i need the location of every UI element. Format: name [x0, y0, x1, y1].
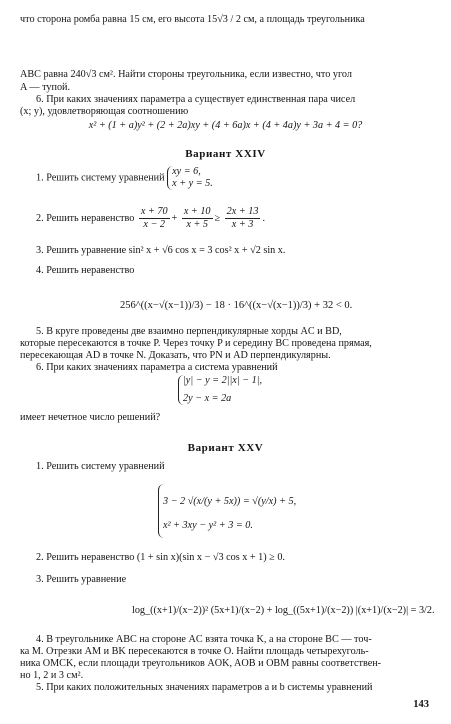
fraction-numerator: x + 10 [183, 206, 211, 217]
intro-line-1: что сторона ромба равна 15 см, его высота 15√3 / 2 см, а площадь треугольника [20, 14, 365, 25]
v25-problem-4-line-3: ника OMCK, если площади треугольников AOK, AOB и OBM равны соответствен- [20, 658, 382, 669]
v24-system-eq-2: x + y = 5. [172, 178, 213, 189]
v25-problem-3-equation: log_((x+1)/(x−2))² (5x+1)/(x−2) + log_((5x+1)/(x−2)) |(x+1)/(x−2)| = 3/2. [132, 605, 435, 616]
v24-problem-6-system [178, 375, 262, 405]
v24-system-eq-1: xy = 6, [172, 166, 201, 177]
v24-system-eq-2: 2y − x = 2a [183, 393, 232, 404]
fraction-denominator: x + 3 [231, 219, 254, 230]
geq-sign: ≥ [214, 212, 221, 224]
v25-problem-4-line-1: 4. В треугольнике ABC на стороне AC взята точка K, а на стороне BC — точ- [36, 634, 372, 645]
fraction-denominator: x − 2 [143, 219, 165, 230]
fraction-numerator: 2x + 13 [226, 206, 259, 217]
v25-system-eq-1: 3 − 2 √(x/(y + 5x)) = √(y/x) + 5, [163, 496, 297, 507]
v24-problem-2 [36, 206, 265, 231]
intro-line-2: ABC равна 240√3 см². Найти стороны треугольника, если известно, что угол [20, 69, 352, 80]
v25-problem-3-text: 3. Решить уравнение [36, 574, 127, 585]
intro-line-3: A — тупой. [20, 82, 71, 93]
v25-problem-1-text: 1. Решить систему уравнений [36, 461, 165, 472]
v24-problem-6-line-2: имеет нечетное число решений? [20, 412, 161, 423]
page-number: 143 [413, 699, 429, 710]
v25-problem-2: 2. Решить неравенство (1 + sin x)(sin x − √3 cos x + 1) ≥ 0. [36, 552, 285, 563]
v25-system-eq-2: x² + 3xy − y² + 3 = 0. [163, 520, 253, 531]
v25-problem-4-line-4: но 1, 2 и 3 см². [20, 670, 84, 681]
v24-problem-5-line-2: которые пересекаются в точке P. Через точку P и середину BC проведена прямая, [20, 338, 372, 349]
problem-6-line-2: (x; y), удовлетворяющая соотношению [20, 106, 189, 117]
variant-25-title: Вариант XXV [187, 442, 264, 454]
v24-problem-1 [36, 166, 213, 190]
v24-problem-2-text: 2. Решить неравенство [36, 212, 135, 224]
v24-problem-1-text: 1. Решить систему уравнений [36, 172, 165, 184]
problem-6-equation: x² + (1 + a)y² + (2 + 2a)xy + (4 + 6a)x + (4 + 4a)y + 3a + 4 = 0? [88, 120, 363, 131]
v24-problem-4-inequality: 256^((x−√(x−1))/3) − 18 · 16^((x−√(x−1))/3) + 32 < 0. [120, 300, 353, 311]
v25-problem-4-line-2: ка M. Отрезки AM и BK пересекаются в точке O. Найти площадь четырехуголь- [20, 646, 369, 657]
v24-system-eq-1: |y| − y = 2||x| − 1|, [183, 375, 263, 386]
problem-6-line-1: 6. При каких значениях параметра a существует единственная пара чисел [36, 94, 356, 105]
v24-problem-4-text: 4. Решить неравенство [36, 265, 135, 276]
fraction-numerator: x + 70 [140, 206, 168, 217]
period: . [262, 212, 265, 224]
v24-problem-6-line-1: 6. При каких значениях параметра a система уравнений [36, 362, 278, 373]
plus-sign: + [171, 212, 178, 224]
v25-problem-1-system [158, 484, 296, 538]
v25-problem-5-line-1: 5. При каких положительных значениях параметров a и b системы уравнений [36, 682, 373, 693]
v24-problem-5-line-1: 5. В круге проведены две взаимно перпендикулярные хорды AC и BD, [36, 326, 342, 337]
v24-problem-5-line-3: пересекающая AD в точке N. Доказать, что PN и AD перпендикулярны. [20, 350, 331, 361]
fraction-denominator: x + 5 [186, 219, 208, 230]
v24-problem-3: 3. Решить уравнение sin² x + √6 cos x = 3 cos² x + √2 sin x. [36, 245, 286, 256]
variant-24-title: Вариант XXIV [185, 148, 266, 160]
